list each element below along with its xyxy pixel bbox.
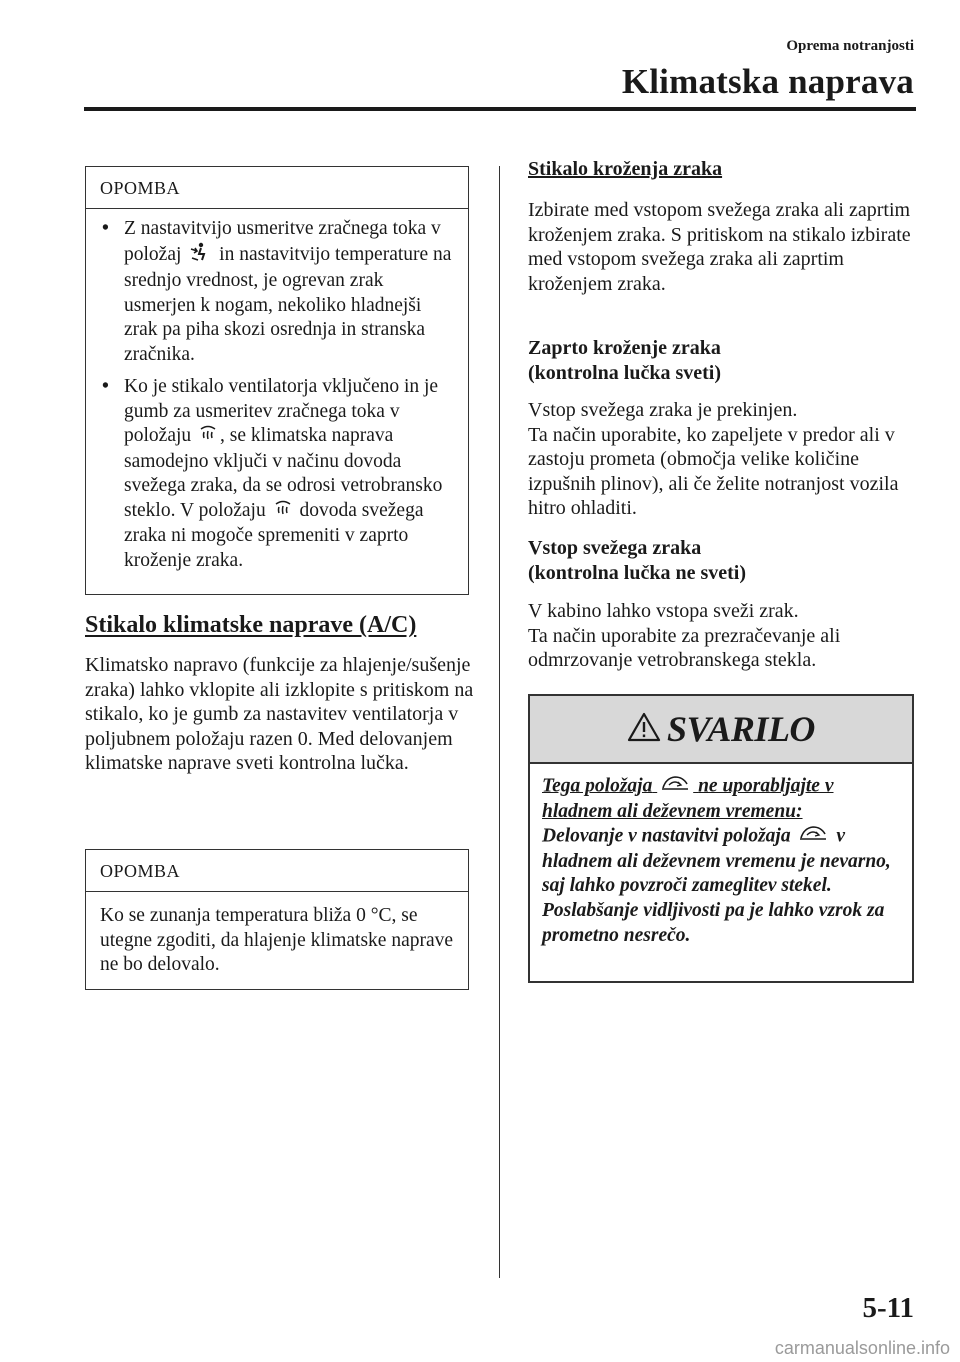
- note-box-airflow: [85, 166, 469, 595]
- bullet-1-text-b: in nastavitvijo temperature na srednjo vrednost, je ogrevan zrak usmerjen k nogam, nekoliko hladnejši zrak pa piha skozi osrednja in stranska zračnika.: [124, 243, 452, 365]
- note-bullet-2: [100, 375, 454, 573]
- warning-lead: [542, 774, 900, 824]
- closed-circ-text-1: Vstop svežega zraka je prekinjen.: [528, 399, 798, 421]
- fresh-air-heading: [528, 536, 914, 586]
- chapter-title: Klimatska naprava: [621, 62, 914, 101]
- note-2-text: Ko se zunanja temperatura bliža 0 °C, se utegne zgoditi, da hlajenje klimatske naprave ne bo delovalo.: [100, 905, 454, 975]
- fresh-air-heading-1: Vstop svežega zraka: [528, 537, 702, 559]
- recirc-heading: Stikalo kroženja zraka: [528, 158, 723, 180]
- defroster-icon: [274, 499, 292, 525]
- defroster-icon: [199, 424, 217, 450]
- watermark: carmanualsonline.info: [774, 1338, 950, 1358]
- column-divider: [499, 166, 500, 1278]
- fresh-air-heading-2: (kontrolna lučka ne sveti): [528, 562, 746, 584]
- fresh-air-text-2: Ta način uporabite za prezračevanje ali odmrzovanje vetrobranskega stekla.: [528, 624, 841, 672]
- bi-level-airflow-icon: [189, 242, 211, 270]
- warning-box: [528, 694, 914, 983]
- closed-circ-heading-2: (kontrolna lučka sveti): [528, 362, 721, 384]
- note-body: [86, 209, 468, 573]
- warning-text-a: Delovanje v nastavitvi položaja: [542, 825, 791, 847]
- bullet-1-text-a: Z nastavitvijo usmeritve zračnega toka v položaj: [124, 218, 441, 265]
- recirc-text: Izbirate med vstopom svežega zraka ali zaprtim kroženjem zraka. S pritiskom na stikalo izbirate med vstopom svežega zraka ali zaprtim kroženjem zraka.: [528, 199, 911, 295]
- bullet-2-text-a: Ko je stikalo ventilatorja vključeno in je gumb za usmeritev zračnega toka v položaju: [124, 376, 439, 447]
- note-bullet-1: [100, 217, 454, 367]
- fresh-air-text: [528, 599, 914, 673]
- note-box-temperature: [85, 849, 469, 990]
- warning-header: [530, 696, 912, 764]
- warning-text: [542, 824, 900, 948]
- warning-triangle-icon: [627, 712, 661, 747]
- recirculation-icon: [798, 824, 828, 850]
- recirculation-icon: [660, 774, 690, 800]
- warning-text-b: v hladnem ali deževnem vremenu je nevarno, saj lahko povzroči zameglitev stekel. Poslabšanje vidljivosti pa je lahko vzrok za prometno nesrečo.: [542, 825, 891, 946]
- bullet-2-text-b: , se klimatska naprava samodejno vključi v načinu dovoda svežega zraka, da se odrosi vetrobransko steklo. V položaju: [124, 425, 443, 521]
- closed-circ-heading: [528, 336, 914, 386]
- closed-circ-text-2: Ta način uporabite, ko zapeljete v predor ali v zastoju prometa (območja velike količine izpušnih plinov), ali če želite notranjost vozila hitro ohladiti.: [528, 423, 899, 520]
- fresh-air-text-1: V kabino lahko vstopa sveži zrak.: [528, 600, 799, 622]
- section-title: Oprema notranjosti: [786, 38, 914, 54]
- closed-circ-text: [528, 398, 914, 521]
- ac-heading: Stikalo klimatske naprave (A/C): [85, 612, 417, 638]
- header-rule: [84, 107, 916, 111]
- bullet-mark: •: [102, 376, 109, 397]
- closed-circ-heading-1: Zaprto kroženje zraka: [528, 337, 721, 359]
- warning-lead-a: Tega položaja: [542, 775, 653, 797]
- note-label: OPOMBA: [86, 850, 468, 892]
- warning-title: SVARILO: [667, 709, 815, 749]
- bullet-2-text-c: dovoda svežega zraka ni mogoče spremeniti v zaprto kroženje zraka.: [124, 499, 424, 571]
- warning-body: [530, 764, 912, 948]
- ac-text: Klimatsko napravo (funkcije za hlajenje/sušenje zraka) lahko vklopite ali izklopite s pritiskom na stikalo, ko je gumb za nastavitev ventilatorja v poljubnem položaju razen 0. Med delovanjem klimatske naprave sveti kontrolna lučka.: [85, 654, 474, 775]
- page-number: 5-11: [862, 1292, 914, 1324]
- bullet-mark: •: [102, 218, 109, 239]
- note-label: OPOMBA: [86, 167, 468, 209]
- warning-lead-b: ne uporabljajte v hladnem ali deževnem vremenu:: [542, 775, 834, 822]
